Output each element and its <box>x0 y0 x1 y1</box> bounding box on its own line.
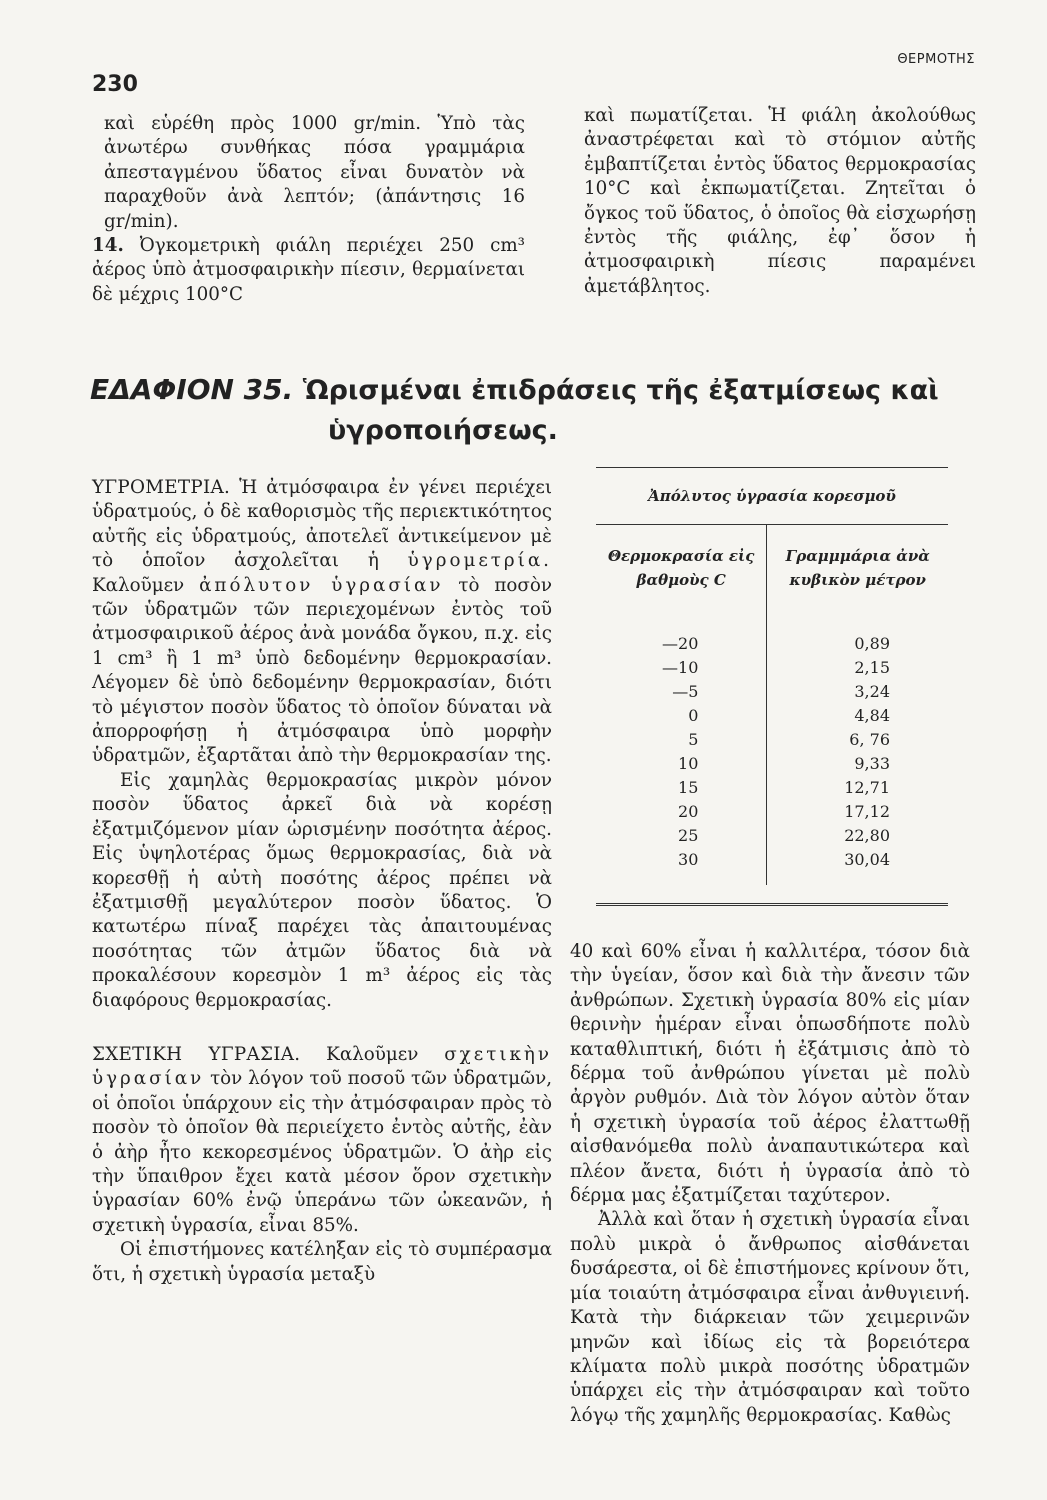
exercise-14-text: Ὀγκομετρικὴ φιάλη περιέχει 250 cm³ ἀέρος ὑπὸ ἀτμοσφαιρικὴν πίεσιν, θερμαίνεται δὲ μέχρις 100°C <box>92 235 525 305</box>
grams-column-header: Γραμμμάρια ἀνὰ κυβικὸν μέτρον <box>785 547 930 589</box>
left-column <box>92 476 552 1287</box>
table-row <box>596 823 948 847</box>
temperature-column-header: Θερμοκρασία εἰς βαθμοὺς C <box>596 525 767 612</box>
hygrometry-heading: ΥΓΡΟΜΕΤΡΙΑ. <box>92 477 231 498</box>
exercise-14-number: 14. <box>92 235 124 257</box>
grams-cell: 0,89 <box>854 633 890 653</box>
grams-cell: 9,33 <box>854 753 890 773</box>
grams-cell: 30,04 <box>844 849 890 869</box>
exercise-14 <box>92 234 525 307</box>
table-title: Ἀπόλυτος ὑγρασία κορεσμοῦ <box>596 468 948 525</box>
grams-cell: 4,84 <box>854 705 890 725</box>
relative-text-1: Καλοῦμεν <box>326 1043 419 1065</box>
temperature-cell: —20 <box>596 631 767 655</box>
top-right-column <box>584 104 976 299</box>
temperature-cell: 10 <box>596 751 767 775</box>
relative-humidity-paragraph <box>92 1043 552 1238</box>
hygrometry-text-2: Καλοῦμεν <box>92 574 185 596</box>
grams-cell: 22,80 <box>844 825 890 845</box>
saturation-table-grid <box>596 468 948 885</box>
temperature-cell: 30 <box>596 847 767 871</box>
top-left-column <box>92 112 525 307</box>
relative-text-2: τὸν λόγον τοῦ ποσοῦ τῶν ὑδρατμῶν, οἱ ὁποῖοι ὑπάρχουν εἰς τὴν ἀτμόσφαιραν πρὸς τὸ ποσὸν τὸ ὁποῖον θὰ περιείχετο ἐντὸς αὐτῆς, ἐὰν ὁ ἀὴρ ἦτο κεκορεσμένος ὑδρατμῶν. Ὁ ἀὴρ εἰς τὴν ὕπαιθρον ἔχει κατὰ μέσον ὅρον σχετικὴν ὑγρασίαν 60% ἐνῷ ὑπεράνω τῶν ὠκεανῶν, ἡ σχετικὴ ὑγρασία, εἶναι 85%. <box>92 1068 553 1236</box>
grams-cell: 6, 76 <box>849 729 890 749</box>
grams-cell: 17,12 <box>844 801 890 821</box>
lesson-label: ΕΔΑΦΙΟΝ 35. <box>90 373 294 406</box>
saturation-table <box>596 467 948 906</box>
temperature-cell: 25 <box>596 823 767 847</box>
conclusion-paragraph: Οἱ ἐπιστήμονες κατέληξαν εἰς τὸ συμπέρασμα ὅτι, ἡ σχετικὴ ὑγρασία μεταξὺ <box>92 1239 552 1285</box>
temperature-cell: 15 <box>596 775 767 799</box>
comfort-paragraph: 40 καὶ 60% εἶναι ἡ καλλιτέρα, τόσον διὰ τὴν ὑγείαν, ὅσον καὶ διὰ τὴν ἄνεσιν τῶν ἀνθρώπων. Σχετικὴ ὑγρασία 80% εἰς μίαν θερινὴν ἡμέραν εἶναι ὁπωσδήποτε πολὺ καταθλιπτική, διότι ἡ ἐξάτμισις ἀπὸ τὸ δέρμα τοῦ ἀνθρώπου γίνεται μὲ πολὺ ἀργὸν ρυθμόν. Διὰ τὸν λόγον αὐτὸν ὅταν ἡ σχετικὴ ὑγρασία τοῦ ἀέρος ἐλαττωθῇ αἰσθανόμεθα πολὺ ἀναπαυτικώτερα καὶ πλέον ἄνετα, διότι ἡ ὑγρασία ἀπὸ τὸ δέρμα μας ἐξατμίζεται ταχύτερον. <box>570 941 970 1207</box>
grams-cell: 12,71 <box>844 777 890 797</box>
table-row <box>596 775 948 799</box>
table-row <box>596 631 948 655</box>
hygrometry-text-1: Ἡ ἀτμόσφαιρα ἐν γένει περιέχει ὑδρατμούς, ὁ δὲ καθορισμὸς τῆς περιεκτικότητος αὐτῆς εἰς ὑδρατμούς, ἀποτελεῖ ἀντικείμενον μὲ τὸ ὁποῖον ἀσχολεῖται ἡ <box>92 477 552 572</box>
lesson-title-line1: Ὡρισμέναι ἐπιδράσεις τῆς ἐξατμίσεως καὶ <box>302 375 939 406</box>
table-row <box>596 703 948 727</box>
table-row <box>596 727 948 751</box>
table-row <box>596 655 948 679</box>
temperature-cell: —5 <box>596 679 767 703</box>
right-column <box>570 940 970 1428</box>
relative-humidity-heading: ΣΧΕΤΙΚΗ ΥΓΡΑΣΙΑ. <box>92 1043 301 1065</box>
table-row <box>596 847 948 871</box>
table-row <box>596 679 948 703</box>
grams-cell: 3,24 <box>854 681 890 701</box>
hygrometry-term: ὑγρομετρία. <box>407 550 552 572</box>
temperature-cell: 0 <box>596 703 767 727</box>
dry-air-paragraph: Ἀλλὰ καὶ ὅταν ἡ σχετικὴ ὑγρασία εἶναι πολὺ μικρὰ ὁ ἄνθρωπος αἰσθάνεται δυσάρεστα, οἱ δὲ ἐπιστήμονες κρίνουν ὅτι, μία τοιαύτη ἀτμόσφαιρα εἶναι ἀνθυγιεινή. Κατὰ τὴν διάρκειαν τῶν χειμερινῶν μηνῶν καὶ ἰδίως εἰς τὰ βορειότερα κλίματα πολὺ μικρὰ ποσότης ὑδρατμῶν ὑπάρχει εἰς τὴν ἀτμόσφαιραν καὶ τοῦτο λόγῳ τῆς χαμηλῆς θερμοκρασίας. Καθὼς <box>570 1209 970 1426</box>
lesson-heading <box>90 370 990 451</box>
grams-cell: 2,15 <box>854 657 890 677</box>
hygrometry-paragraph <box>92 476 552 769</box>
lesson-title-line2: ὑγροποιήσεως. <box>328 415 558 446</box>
page-number: 230 <box>92 72 138 97</box>
table-body <box>596 611 948 885</box>
exercise-14-continued: καὶ πωματίζεται. Ἡ φιάλη ἀκολούθως ἀναστρέφεται καὶ τὸ στόμιον αὐτῆς ἐμβαπτίζεται ἐντὸς ὕδατος θερμοκρασίας 10°C καὶ ἐκπωματίζεται. Ζητεῖται ὁ ὄγκος τοῦ ὕδατος, ὁ ὁποῖος θὰ εἰσχωρήσῃ ἐντὸς τῆς φιάλης, ἐφ᾽ ὅσον ἡ ἀτμοσφαιρικὴ πίεσις παραμένει ἀμετάβλητος. <box>584 105 976 297</box>
temperature-cell: —10 <box>596 655 767 679</box>
temperature-cell: 5 <box>596 727 767 751</box>
running-title: ΘΕΡΜΟΤΗΣ <box>897 52 975 67</box>
low-temperature-paragraph: Εἰς χαμηλὰς θερμοκρασίας μικρὸν μόνον ποσὸν ὕδατος ἀρκεῖ διὰ νὰ κορέσῃ ἐξατμιζόμενον μίαν ὡρισμένην ποσότητα ἀέρος. Εἰς ὑψηλοτέρας ὅμως θερμοκρασίας, διὰ νὰ κορεσθῇ ἡ αὐτὴ ποσότης ἀέρος πρέπει νὰ ἐξατμισθῇ μεγαλύτερον ποσὸν ὕδατος. Ὁ κατωτέρω πίναξ παρέχει τὰς ἀπαιτουμένας ποσότητας τῶν ἀτμῶν ὕδατος διὰ νὰ προκαλέσουν κορεσμὸν 1 m³ ἀέρος εἰς τὰς διαφόρους θερμοκρασίας. <box>92 769 552 1011</box>
temperature-cell: 20 <box>596 799 767 823</box>
absolute-humidity-term: ἀπόλυτον ὑγρασίαν <box>199 574 444 596</box>
relative-humidity-term: σχετικὴν ὑγρασίαν <box>92 1043 552 1090</box>
table-row <box>596 751 948 775</box>
table-row <box>596 799 948 823</box>
exercise-13-end: καὶ εὑρέθη πρὸς 1000 gr/min. Ὑπὸ τὰς ἀνωτέρω συνθήκας πόσα γραμμάρια ἀπεσταγμένου ὕδατος εἶναι δυνατὸν νὰ παραχθοῦν ἀνὰ λεπτόν; (ἀπάντησις 16 gr/min). <box>104 113 525 232</box>
hygrometry-text-3: τὸ ποσὸν τῶν ὑδρατμῶν τῶν περιεχομένων ἐντὸς τοῦ ἀτμοσφαιρικοῦ ἀέρος ἀνὰ μονάδα ὄγκου, π.χ. εἰς 1 cm³ ἢ 1 m³ ὑπὸ δεδομένην θερμοκρασίαν. Λέγομεν δὲ ὑπὸ δεδομένην θερμοκρασίαν, διότι τὸ μέγιστον ποσὸν ὕδατος τὸ ὁποῖον δύναται νὰ ἀπορροφήσῃ ἡ ἀτμόσφαιρα ὑπὸ μορφὴν ὑδρατμῶν, ἐξαρτᾶται ἀπὸ τὴν θερμοκρασίαν της. <box>92 574 553 767</box>
